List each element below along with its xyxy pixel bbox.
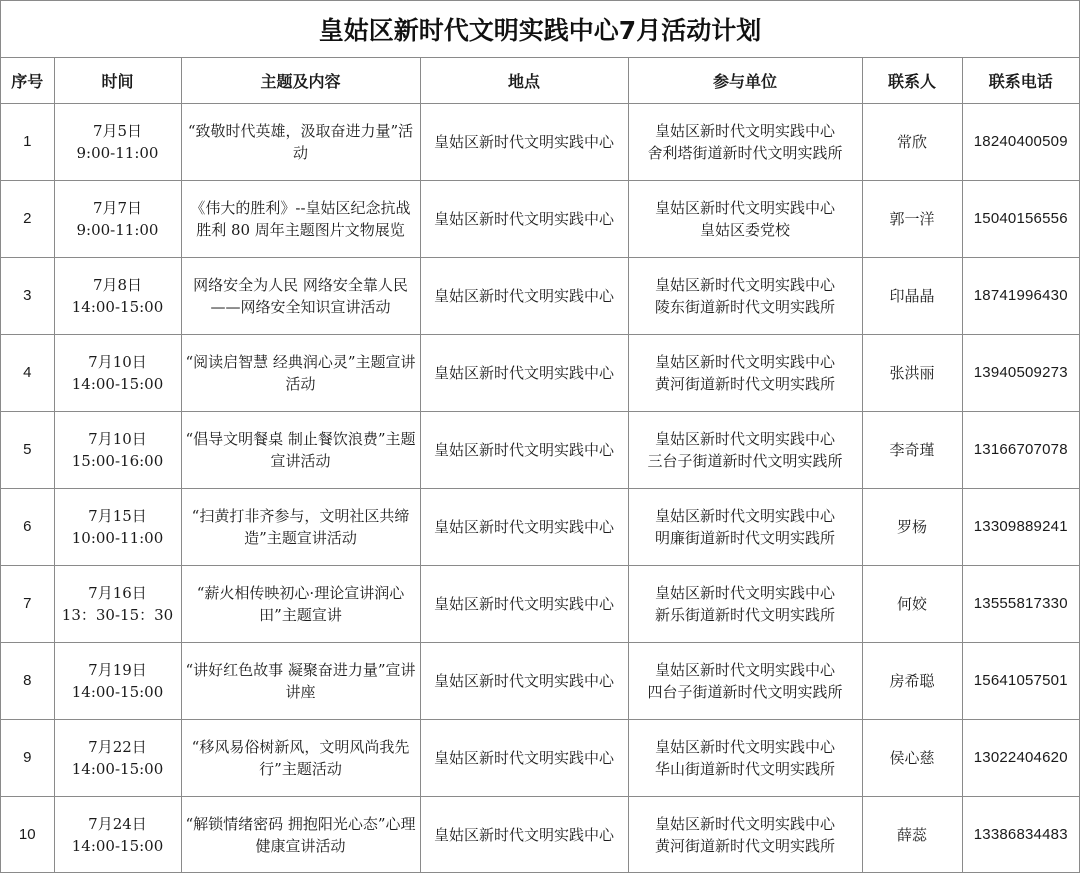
- row-hours: 9:00-11:00: [76, 220, 159, 239]
- row-hours: 14:00-15:00: [71, 374, 164, 393]
- row-contact: 房希聪: [862, 642, 962, 719]
- row-participants: [628, 180, 862, 257]
- row-phone: 13940509273: [962, 334, 1079, 411]
- row-unit-primary: 皇姑区新时代文明实践中心: [654, 814, 835, 833]
- activity-table: [1, 58, 1079, 873]
- row-participants: [628, 334, 862, 411]
- row-topic-text: 网络安全为人民 网络安全靠人民——网络安全知识宣讲活动: [193, 275, 408, 316]
- row-participants: [628, 411, 862, 488]
- row-participants: [628, 565, 862, 642]
- row-time: [54, 719, 181, 796]
- row-date: 7月5日: [92, 121, 143, 140]
- row-contact: 常欣: [862, 103, 962, 180]
- row-index: 6: [1, 488, 54, 565]
- row-phone: 13166707078: [962, 411, 1079, 488]
- row-topic-text: “致敬时代英雄，汲取奋进力量”活动: [187, 121, 414, 162]
- row-participants: [628, 103, 862, 180]
- row-topic-text: “阅读启智慧 经典润心灵”主题宣讲活动: [185, 352, 416, 393]
- row-participants: [628, 642, 862, 719]
- header-phone: 联系电话: [962, 58, 1079, 103]
- row-unit-secondary: 三台子街道新时代文明实践所: [647, 451, 843, 470]
- row-hours: 10:00-11:00: [71, 528, 164, 547]
- row-date: 7月10日: [88, 429, 147, 448]
- row-phone: 18240400509: [962, 103, 1079, 180]
- row-location: 皇姑区新时代文明实践中心: [420, 565, 628, 642]
- row-unit-secondary: 皇姑区委党校: [699, 220, 790, 239]
- row-phone: 15040156556: [962, 180, 1079, 257]
- table-row: [1, 796, 1079, 873]
- row-unit-primary: 皇姑区新时代文明实践中心: [654, 198, 835, 217]
- row-index: 7: [1, 565, 54, 642]
- row-topic: [181, 257, 420, 334]
- row-topic-text: “薪火相传映初心·理论宣讲润心田”主题宣讲: [196, 583, 405, 624]
- row-topic: [181, 565, 420, 642]
- row-topic: [181, 796, 420, 873]
- row-location: 皇姑区新时代文明实践中心: [420, 103, 628, 180]
- row-location: 皇姑区新时代文明实践中心: [420, 411, 628, 488]
- row-unit-secondary: 明廉街道新时代文明实践所: [654, 528, 835, 547]
- row-contact: 印晶晶: [862, 257, 962, 334]
- row-index: 1: [1, 103, 54, 180]
- row-time: [54, 488, 181, 565]
- row-topic-text: “倡导文明餐桌 制止餐饮浪费”主题宣讲活动: [185, 429, 416, 470]
- row-unit-secondary: 四台子街道新时代文明实践所: [647, 682, 843, 701]
- row-unit-primary: 皇姑区新时代文明实践中心: [654, 737, 835, 756]
- header-index: 序号: [1, 58, 54, 103]
- row-unit-primary: 皇姑区新时代文明实践中心: [654, 121, 835, 140]
- table-row: [1, 719, 1079, 796]
- row-date: 7月7日: [92, 198, 143, 217]
- row-phone: 13309889241: [962, 488, 1079, 565]
- row-participants: [628, 796, 862, 873]
- row-location: 皇姑区新时代文明实践中心: [420, 796, 628, 873]
- row-time: [54, 334, 181, 411]
- row-unit-primary: 皇姑区新时代文明实践中心: [654, 429, 835, 448]
- row-topic: [181, 103, 420, 180]
- row-topic: [181, 180, 420, 257]
- row-phone: 15641057501: [962, 642, 1079, 719]
- table-row: [1, 642, 1079, 719]
- row-contact: 罗杨: [862, 488, 962, 565]
- row-date: 7月15日: [88, 506, 147, 525]
- row-topic-text: “扫黄打非齐参与，文明社区共缔造”主题宣讲活动: [191, 506, 410, 547]
- row-hours: 14:00-15:00: [71, 759, 164, 778]
- row-topic-text: “移风易俗树新风，文明风尚我先行”主题活动: [191, 737, 410, 778]
- row-topic: [181, 411, 420, 488]
- row-index: 8: [1, 642, 54, 719]
- row-time: [54, 411, 181, 488]
- row-hours: 15:00-16:00: [71, 451, 164, 470]
- row-unit-secondary: 黄河街道新时代文明实践所: [654, 836, 835, 855]
- table-row: [1, 180, 1079, 257]
- row-unit-primary: 皇姑区新时代文明实践中心: [654, 660, 835, 679]
- row-hours: 14:00-15:00: [71, 836, 164, 855]
- row-location: 皇姑区新时代文明实践中心: [420, 180, 628, 257]
- row-participants: [628, 719, 862, 796]
- row-phone: 18741996430: [962, 257, 1079, 334]
- row-time: [54, 103, 181, 180]
- header-location: 地点: [420, 58, 628, 103]
- row-date: 7月22日: [88, 737, 147, 756]
- row-date: 7月24日: [88, 814, 147, 833]
- row-location: 皇姑区新时代文明实践中心: [420, 488, 628, 565]
- row-topic: [181, 642, 420, 719]
- row-contact: 薛蕊: [862, 796, 962, 873]
- table-row: [1, 257, 1079, 334]
- sheet-title: 皇姑区新时代文明实践中心7月活动计划: [1, 1, 1079, 58]
- row-topic: [181, 488, 420, 565]
- row-participants: [628, 488, 862, 565]
- row-topic: [181, 719, 420, 796]
- row-topic-text: “讲好红色故事 凝聚奋进力量”宣讲讲座: [185, 660, 416, 701]
- table-row: [1, 488, 1079, 565]
- row-contact: 郭一洋: [862, 180, 962, 257]
- row-topic: [181, 334, 420, 411]
- row-time: [54, 796, 181, 873]
- row-index: 5: [1, 411, 54, 488]
- table-row: [1, 411, 1079, 488]
- row-time: [54, 180, 181, 257]
- table-body: [1, 103, 1079, 873]
- row-unit-primary: 皇姑区新时代文明实践中心: [654, 275, 835, 294]
- table-row: [1, 334, 1079, 411]
- row-phone: 13386834483: [962, 796, 1079, 873]
- row-unit-secondary: 新乐街道新时代文明实践所: [654, 605, 835, 624]
- row-topic-text: “解锁情绪密码 拥抱阳光心态”心理健康宣讲活动: [185, 814, 416, 855]
- header-participants: 参与单位: [628, 58, 862, 103]
- row-contact: 张洪丽: [862, 334, 962, 411]
- row-location: 皇姑区新时代文明实践中心: [420, 642, 628, 719]
- row-date: 7月16日: [88, 583, 147, 602]
- row-contact: 李奇瑾: [862, 411, 962, 488]
- row-unit-primary: 皇姑区新时代文明实践中心: [654, 506, 835, 525]
- row-location: 皇姑区新时代文明实践中心: [420, 257, 628, 334]
- row-contact: 侯心慈: [862, 719, 962, 796]
- row-location: 皇姑区新时代文明实践中心: [420, 719, 628, 796]
- row-unit-primary: 皇姑区新时代文明实践中心: [654, 352, 835, 371]
- header-topic: 主题及内容: [181, 58, 420, 103]
- row-unit-secondary: 陵东街道新时代文明实践所: [654, 297, 835, 316]
- row-location: 皇姑区新时代文明实践中心: [420, 334, 628, 411]
- row-index: 2: [1, 180, 54, 257]
- row-hours: 14:00-15:00: [71, 297, 164, 316]
- row-unit-secondary: 华山街道新时代文明实践所: [654, 759, 835, 778]
- row-phone: 13022404620: [962, 719, 1079, 796]
- row-contact: 何姣: [862, 565, 962, 642]
- row-topic-text: 《伟大的胜利》--皇姑区纪念抗战胜利 80 周年主题图片文物展览: [190, 198, 411, 239]
- row-time: [54, 257, 181, 334]
- table-row: [1, 565, 1079, 642]
- row-time: [54, 642, 181, 719]
- row-index: 3: [1, 257, 54, 334]
- row-unit-secondary: 黄河街道新时代文明实践所: [654, 374, 835, 393]
- row-hours: 13：30-15：30: [61, 605, 174, 624]
- row-hours: 9:00-11:00: [76, 143, 159, 162]
- row-time: [54, 565, 181, 642]
- row-unit-secondary: 舍利塔街道新时代文明实践所: [647, 143, 843, 162]
- row-date: 7月19日: [88, 660, 147, 679]
- row-date: 7月8日: [92, 275, 143, 294]
- row-index: 4: [1, 334, 54, 411]
- header-contact: 联系人: [862, 58, 962, 103]
- row-index: 9: [1, 719, 54, 796]
- header-row: [1, 58, 1079, 103]
- table-header: [1, 58, 1079, 103]
- row-date: 7月10日: [88, 352, 147, 371]
- row-phone: 13555817330: [962, 565, 1079, 642]
- header-time: 时间: [54, 58, 181, 103]
- row-index: 10: [1, 796, 54, 873]
- row-participants: [628, 257, 862, 334]
- table-row: [1, 103, 1079, 180]
- row-hours: 14:00-15:00: [71, 682, 164, 701]
- row-unit-primary: 皇姑区新时代文明实践中心: [654, 583, 835, 602]
